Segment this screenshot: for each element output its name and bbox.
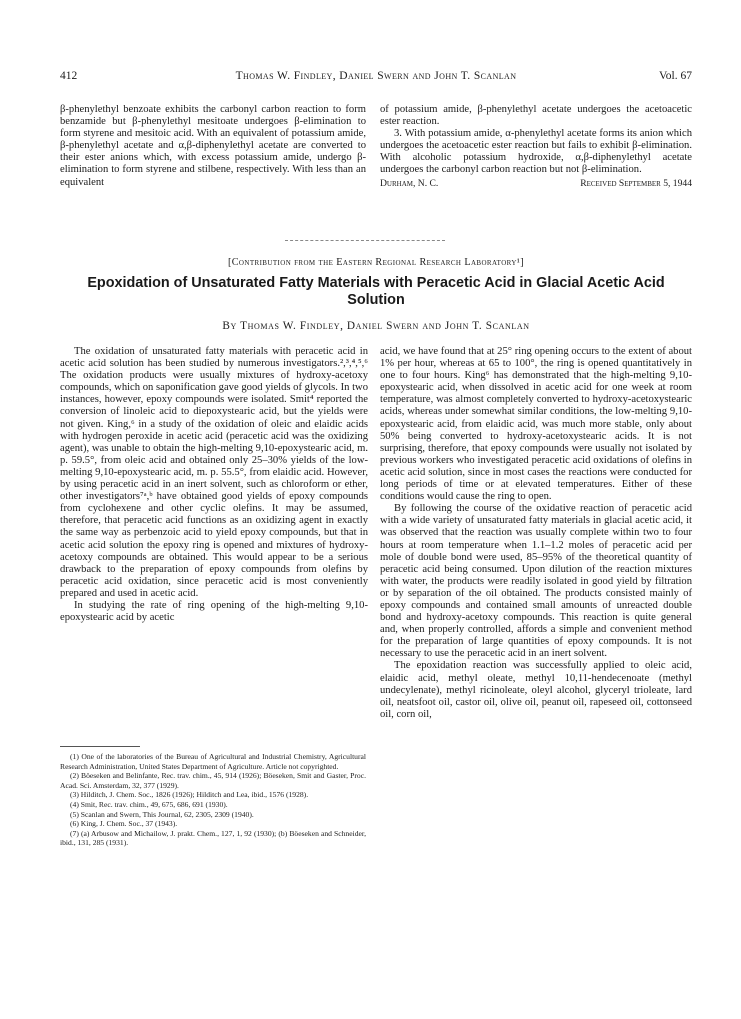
body-paragraph: By following the course of the oxidative reaction of peracetic acid with a wide variety of unsaturated fatty materials in glacial acetic acid, it was observed that the reaction was usually complete within two to four hours at room temperature when 1.1–1.2 moles of peracetic acid per mole of double bond were used, 85–95% of the theoretical quantity of peracetic acid being consumed. Upon dilution of the reaction mixtures with water, the products were readily isolated in good yield by filtration or by separation of the oil obtained. The products consisted mainly of epoxy compounds and contained small amounts of unreacted double bond and hydroxy-acetoxy compounds. This reaction is quite general and, when properly controlled, affords a simple and convenient method for the preparation of large quantities of epoxy compounds. It is not necessary to use the peracetic acid in an inert solvent. bbox=[380, 503, 692, 660]
author-byline: By Thomas W. Findley, Daniel Swern and John T. Scanlan bbox=[222, 320, 530, 332]
received-date: Received September 5, 1944 bbox=[580, 177, 692, 189]
body-paragraph: In studying the rate of ring opening of the high-melting 9,10-epoxystearic acid by acetic bbox=[60, 599, 368, 624]
page-number: 412 bbox=[60, 70, 78, 82]
article-title: Epoxidation of Unsaturated Fatty Materials with Peracetic Acid in Glacial Acetic Acid Solution bbox=[87, 275, 665, 308]
footnote: (3) Hilditch, J. Chem. Soc., 1826 (1926); Hilditch and Lea, ibid., 1576 (1928). bbox=[70, 790, 309, 800]
previous-article-text: β-phenylethyl benzoate exhibits the carbonyl carbon reaction to form benzamide but β-phenylethyl mesitoate undergoes β-elimination to form styrene and mesitoic acid. With an equivalent of potassium amide, β-phenylethyl acetate and α,β-diphenylethyl acetate are converted to their ester anions which, with excess potassium amide, undergo β-elimination to form styrene and stilbene, respectively. With less than an equivalent bbox=[60, 104, 366, 188]
body-paragraph: The epoxidation reaction was successfully applied to oleic acid, elaidic acid, methyl oleate, methyl 10,11-hendecenoate (methyl undecylenate), methyl ricinoleate, oleyl alcohol, glyceryl trioleate, lard oil, neatsfoot oil, castor oil, olive oil, peanut oil, rapeseed oil, cottonseed oil, corn oil, bbox=[380, 660, 692, 720]
body-right-column bbox=[380, 346, 692, 721]
footnote-rule bbox=[60, 746, 140, 747]
running-title: Thomas W. Findley, Daniel Swern and John T. Scanlan bbox=[235, 70, 517, 82]
footnote: (4) Smit, Rec. trav. chim., 49, 675, 686, 691 (1930). bbox=[70, 799, 228, 809]
summary-paragraph: 3. With potassium amide, α-phenylethyl acetate forms its anion which undergoes the acetoacetic ester reaction but fails to exhibit β-elimination. With alcoholic potassium hydroxide, α,β-diphenylethyl acetate undergoes the carbonyl carbon reaction but not β-elimination. bbox=[380, 128, 692, 176]
footnotes bbox=[60, 752, 366, 848]
previous-article-left-column bbox=[60, 104, 366, 189]
volume-label: Vol. 67 bbox=[658, 70, 692, 82]
footnote: (2) Böeseken and Belinfante, Rec. trav. chim., 45, 914 (1926); Böeseken, Smit and Gaster, Proc. Acad. Sci. Amsterdam, 32, 377 (1929). bbox=[60, 771, 366, 790]
body-left-column bbox=[60, 346, 368, 624]
footnote: (6) King, J. Chem. Soc., 37 (1943). bbox=[70, 819, 178, 829]
section-divider bbox=[285, 240, 445, 241]
place-label: Durham, N. C. bbox=[380, 177, 439, 189]
previous-article-right-column bbox=[380, 104, 692, 190]
summary-paragraph: of potassium amide, β-phenylethyl acetate undergoes the acetoacetic ester reaction. bbox=[380, 104, 692, 128]
body-paragraph: The oxidation of unsaturated fatty materials with peracetic acid in acetic acid solution has been studied by numerous investigators.²,³,⁴,⁵,⁶ The oxidation products were usually mixtures of hydroxy-acetoxy compounds, which on saponification gave good yields of glycols. In two instances, however, epoxy compounds were isolated. Smit⁴ reported the conversion of linoleic acid to diepoxystearic acid, but the yields were not given. King,⁶ in a study of the oxidation of oleic and elaidic acids with hydrogen peroxide in acetic acid (peracetic acid was the oxidizing agent), was unable to obtain the high-melting 9,10-epoxystearic acid, m. p. 59.5°, from oleic acid and obtained only 25–30% yields of the low-melting 9,10-epoxystearic acid, m. p. 55.5°, from elaidic acid. However, by using peracetic acid in an inert solvent, such as chloroform or ether, other investigators⁷ᵃ,ᵇ have obtained good yields of epoxy compounds from cyclohexene and other cyclic olefins. It may be assumed, therefore, that peracetic acid functions as an oxidizing agent in exactly the same way as perbenzoic acid to yield epoxy compounds, but that in acetic acid solution the epoxy ring is opened and mixtures of hydroxy-acetoxy compounds are obtained. This would appear to be a serious drawback to the preparation of epoxy compounds from olefins by peracetic acid oxidation, since peracetic acid is most conveniently prepared and used in acetic acid. bbox=[60, 346, 368, 599]
contribution-line: [Contribution from the Eastern Regional Research Laboratory¹] bbox=[227, 257, 525, 268]
footnote: (5) Scanlan and Swern, This Journal, 62, 2305, 2309 (1940). bbox=[70, 809, 254, 819]
body-paragraph: acid, we have found that at 25° ring opening occurs to the extent of about 1% per hour, whereas at 65 to 100°, the ring is opened quantitatively in one to four hours. King⁶ has demonstrated that the high-melting 9,10-epoxystearic acid, when dissolved in acetic acid for one week at room temperature, was almost completely converted to hydroxy-acetoxystearic acids, whereas under somewhat similar conditions, the low-melting 9,10-epoxystearic acid, from elaidic acid, was much more stable, only about 50% being converted to hydroxy-acetoxystearic acids. It is not surprising, therefore, that epoxy compounds were usually not isolated by previous workers who investigated peracetic acid oxidations of olefins in acetic acid solution, since in most cases the reactions were conducted for long periods of time or at elevated temperatures. Either of these conditions would cause the ring to open. bbox=[380, 346, 692, 503]
running-header bbox=[60, 70, 692, 88]
footnote: (1) One of the laboratories of the Bureau of Agricultural and Industrial Chemistry, Agricultural Research Administration, United States Department of Agriculture. Article not copyrighted. bbox=[60, 752, 366, 771]
footnote: (7) (a) Arbusow and Michailow, J. prakt. Chem., 127, 1, 92 (1930); (b) Böeseken and Schneider, ibid., 131, 285 (1931). bbox=[60, 828, 366, 848]
dateline bbox=[380, 178, 692, 190]
